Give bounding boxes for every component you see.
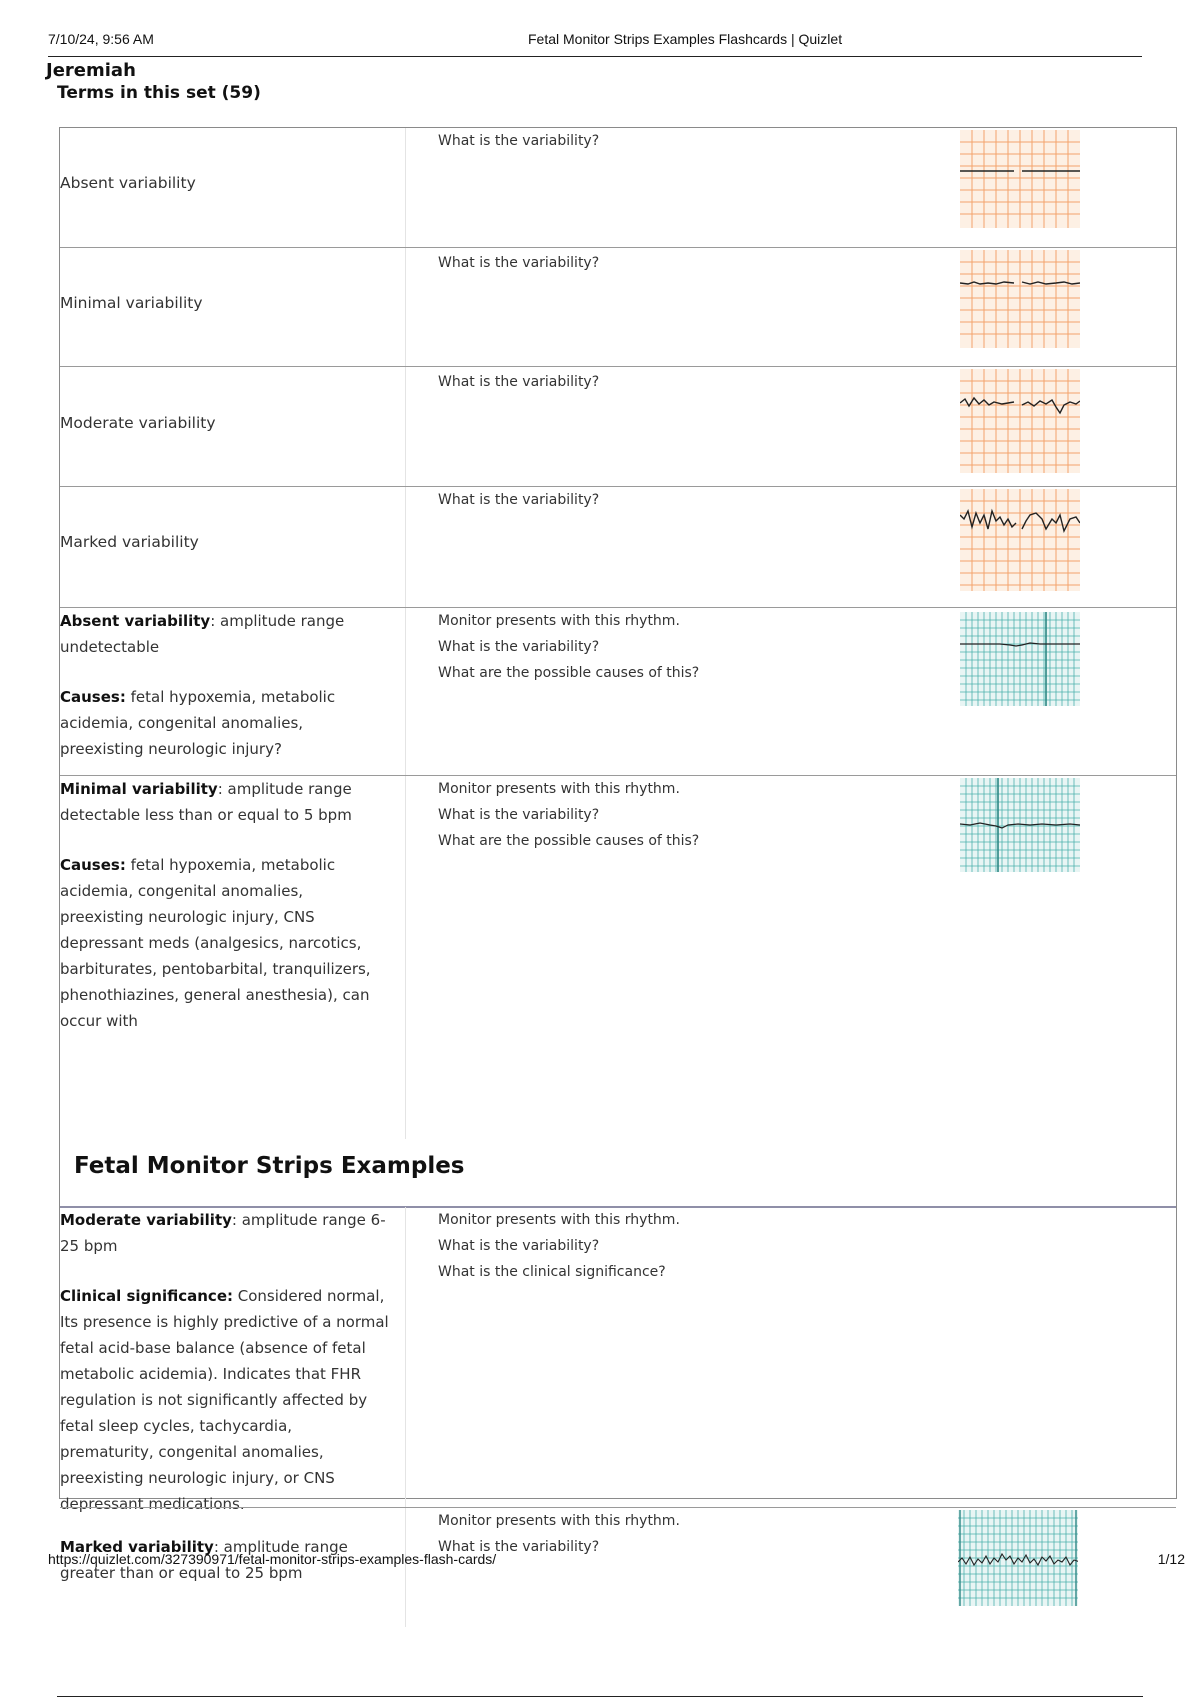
column-divider — [405, 367, 406, 487]
term-text — [60, 1207, 390, 1259]
term-description: : amplitude range detectable less than or equal to 5 bpm — [60, 780, 352, 824]
definition-line: What is the variability? — [438, 1238, 600, 1254]
print-date: 7/10/24, 9:56 AM — [48, 31, 154, 47]
ekg-strip-marked-variability — [960, 489, 1080, 591]
ekg-strip-moderate-variability — [960, 369, 1080, 473]
print-header — [48, 28, 1144, 56]
column-divider — [405, 1207, 406, 1508]
bottom-rule — [57, 1696, 1143, 1697]
column-divider — [405, 248, 406, 367]
term-description: : amplitude range 6-25 bpm — [60, 1211, 386, 1255]
definition-line: What is the variability? — [438, 374, 600, 390]
term-description: : amplitude range greater than or equal to 25 bpm — [60, 1538, 348, 1582]
ekg-strip-minimal-variability — [960, 250, 1080, 348]
definition-line: What is the variability? — [438, 492, 600, 508]
page-number: 1/12 — [1157, 1551, 1185, 1567]
card-term — [60, 776, 390, 1034]
term-text — [60, 776, 390, 828]
fhr-strip-image — [958, 1510, 1078, 1606]
ekg-strip-image — [960, 369, 1080, 473]
card-definition — [438, 250, 908, 276]
column-divider — [405, 776, 406, 1139]
terms-heading: Terms in this set (59) — [57, 83, 261, 103]
table-row — [60, 366, 1176, 487]
card-definition — [438, 608, 908, 686]
fhr-strip-image — [960, 778, 1080, 872]
fhr-strip-minimal — [960, 778, 1080, 872]
ekg-strip-image — [960, 130, 1080, 228]
definition-line: Monitor presents with this rhythm. — [438, 1513, 680, 1529]
causes-text: fetal hypoxemia, metabolic acidemia, congenital anomalies, preexisting neurologic injury, CNS depressant meds (analgesics, narcotics, barbiturates, pentobarbital, tranquilizers, phenothiazines, general anesthesia), can occur with — [60, 856, 371, 1030]
set-title: Fetal Monitor Strips Examples — [74, 1153, 465, 1179]
term-label: Minimal variability — [60, 780, 218, 798]
footer-url[interactable]: https://quizlet.com/327390971/fetal-monitor-strips-examples-flash-cards/ — [48, 1551, 497, 1567]
definition-line: What are the possible causes of this? — [438, 833, 700, 849]
card-definition — [438, 369, 908, 395]
card-definition — [438, 487, 908, 513]
definition-line: Monitor presents with this rhythm. — [438, 613, 680, 629]
term-causes — [60, 684, 390, 762]
term-description: : amplitude range undetectable — [60, 612, 345, 656]
table-row — [60, 775, 1176, 1139]
table-row — [60, 1507, 1176, 1627]
table-row — [60, 486, 1176, 608]
column-divider — [405, 487, 406, 608]
card-term — [60, 1207, 390, 1517]
definition-line: What are the possible causes of this? — [438, 665, 700, 681]
causes-label: Clinical significance: — [60, 1287, 233, 1305]
card-definition — [438, 776, 908, 854]
column-divider — [405, 1508, 406, 1627]
term-label: Absent variability — [60, 612, 211, 630]
card-term: Absent variability — [60, 174, 196, 192]
term-label: Moderate variability — [60, 1211, 232, 1229]
causes-label: Causes: — [60, 856, 126, 874]
card-definition — [438, 1508, 908, 1560]
definition-line: Monitor presents with this rhythm. — [438, 781, 680, 797]
definition-line: What is the variability? — [438, 807, 600, 823]
card-term — [60, 608, 390, 762]
card-term: Minimal variability — [60, 294, 203, 312]
card-definition — [438, 128, 908, 154]
fhr-strip-marked — [958, 1510, 1078, 1606]
term-text — [60, 608, 390, 660]
definition-line: What is the variability? — [438, 639, 600, 655]
definition-line: What is the variability? — [438, 133, 600, 149]
card-definition — [438, 1207, 908, 1285]
ekg-strip-image — [960, 489, 1080, 591]
term-label: Marked variability — [60, 1538, 214, 1556]
column-divider — [405, 128, 406, 248]
fhr-strip-absent — [960, 612, 1080, 706]
ekg-strip-image — [960, 250, 1080, 348]
table-row — [60, 128, 1176, 248]
causes-text: fetal hypoxemia, metabolic acidemia, congenital anomalies, preexisting neurologic injury? — [60, 688, 336, 758]
table-row — [60, 607, 1176, 776]
fhr-strip-image — [960, 612, 1080, 706]
term-causes — [60, 1283, 390, 1517]
definition-line: Monitor presents with this rhythm. — [438, 1212, 680, 1228]
term-causes — [60, 852, 390, 1034]
column-divider — [405, 608, 406, 776]
definition-line: What is the clinical significance? — [438, 1264, 666, 1280]
causes-label: Causes: — [60, 688, 126, 706]
causes-text: Considered normal, Its presence is highly predictive of a normal fetal acid-base balance (absence of fetal metabolic acidemia). Indicates that FHR regulation is not significantly affected by fetal sleep cycles, tachycardia, prematurity, congenital anomalies, preexisting neurologic injury, or CNS depressant medications. — [60, 1287, 389, 1513]
definition-line: What is the variability? — [438, 255, 600, 271]
set-author[interactable]: Jeremiah — [46, 60, 136, 81]
card-term: Marked variability — [60, 533, 199, 551]
table-row — [60, 247, 1176, 367]
card-term: Moderate variability — [60, 414, 216, 432]
table-row — [60, 1207, 1176, 1513]
ekg-strip-absent-variability — [960, 130, 1080, 228]
header-rule — [48, 56, 1142, 57]
definition-line: What is the variability? — [438, 1539, 600, 1555]
print-page-title: Fetal Monitor Strips Examples Flashcards | Quizlet — [528, 31, 843, 47]
